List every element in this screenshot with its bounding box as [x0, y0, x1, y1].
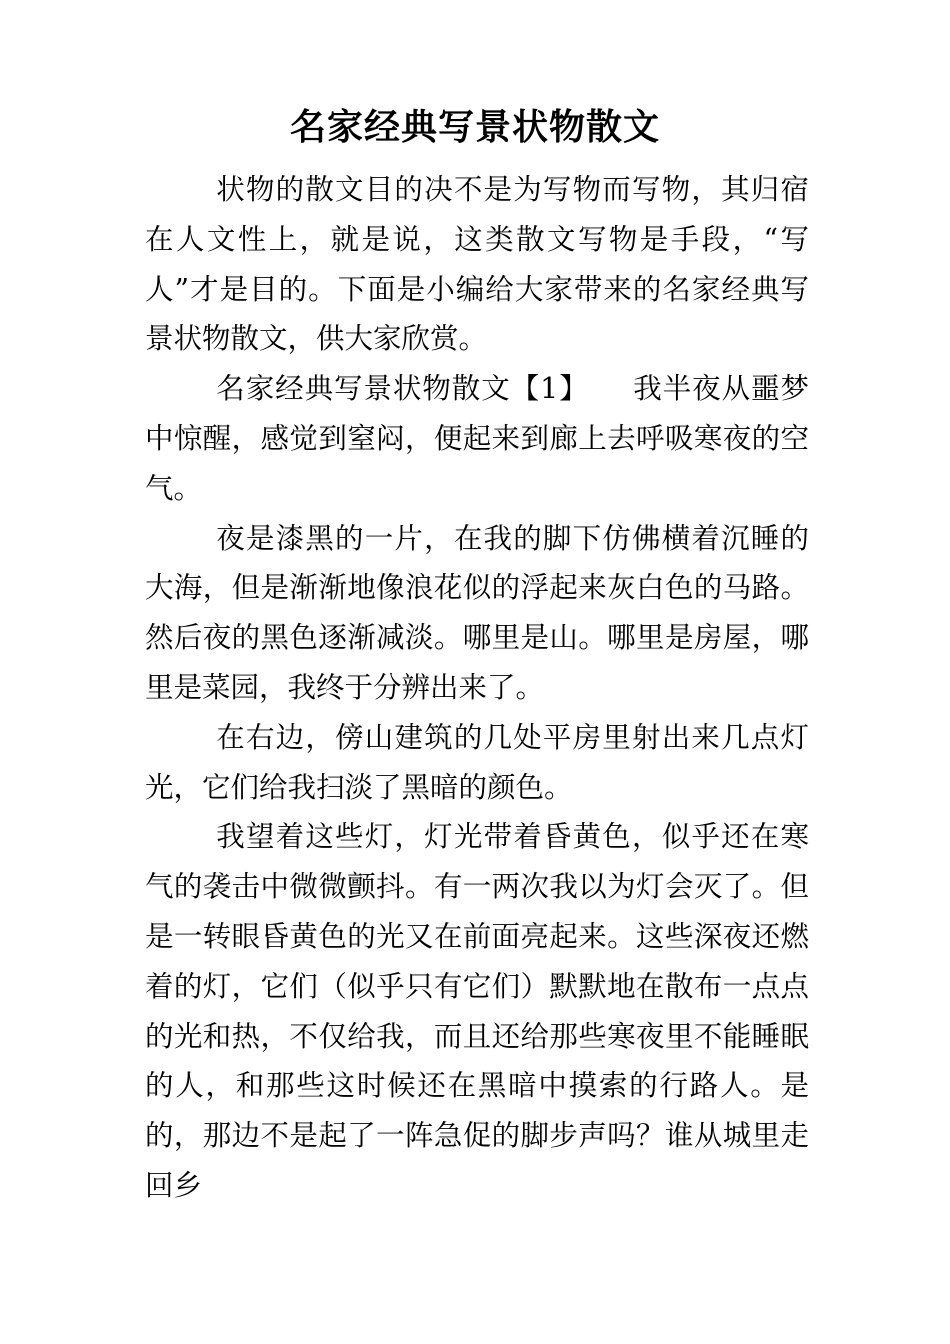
document-body [145, 165, 809, 1211]
paragraph-night-sea: 夜是漆黑的一片，在我的脚下仿佛横着沉睡的大海，但是渐渐地像浪花似的浮起来灰白色的马路。然后夜的黑色逐渐减淡。哪里是山。哪里是房屋，哪里是菜园，我终于分辨出来了。 [145, 521, 809, 704]
document-title: 名家经典写景状物散文 [289, 106, 660, 149]
paragraph-section-1-opening: 名家经典写景状物散文【1】 我半夜从噩梦中惊醒，感觉到窒闷，便起来到廊上去呼吸寒夜的空气。 [145, 372, 809, 505]
paragraph-right-side-lights: 在右边，傍山建筑的几处平房里射出来几点灯光，它们给我扫淡了黑暗的颜色。 [145, 720, 809, 804]
paragraph-watching-lamps: 我望着这些灯，灯光带着昏黄色，似乎还在寒气的袭击中微微颤抖。有一两次我以为灯会灭了。但是一转眼昏黄色的光又在前面亮起来。这些深夜还燃着的灯，它们（似乎只有它们）默默地在散布一点点的光和热，不仅给我，而且还给那些寒夜里不能睡眠的人，和那些这时候还在黑暗中摸索的行路人。是的，那边不是起了一阵急促的脚步声吗？谁从城里走回乡 [145, 820, 809, 1202]
paragraph-intro: 状物的散文目的决不是为写物而写物，其归宿在人文性上，就是说，这类散文写物是手段，“写人”才是目的。下面是小编给大家带来的名家经典写景状物散文，供大家欣赏。 [145, 173, 809, 356]
